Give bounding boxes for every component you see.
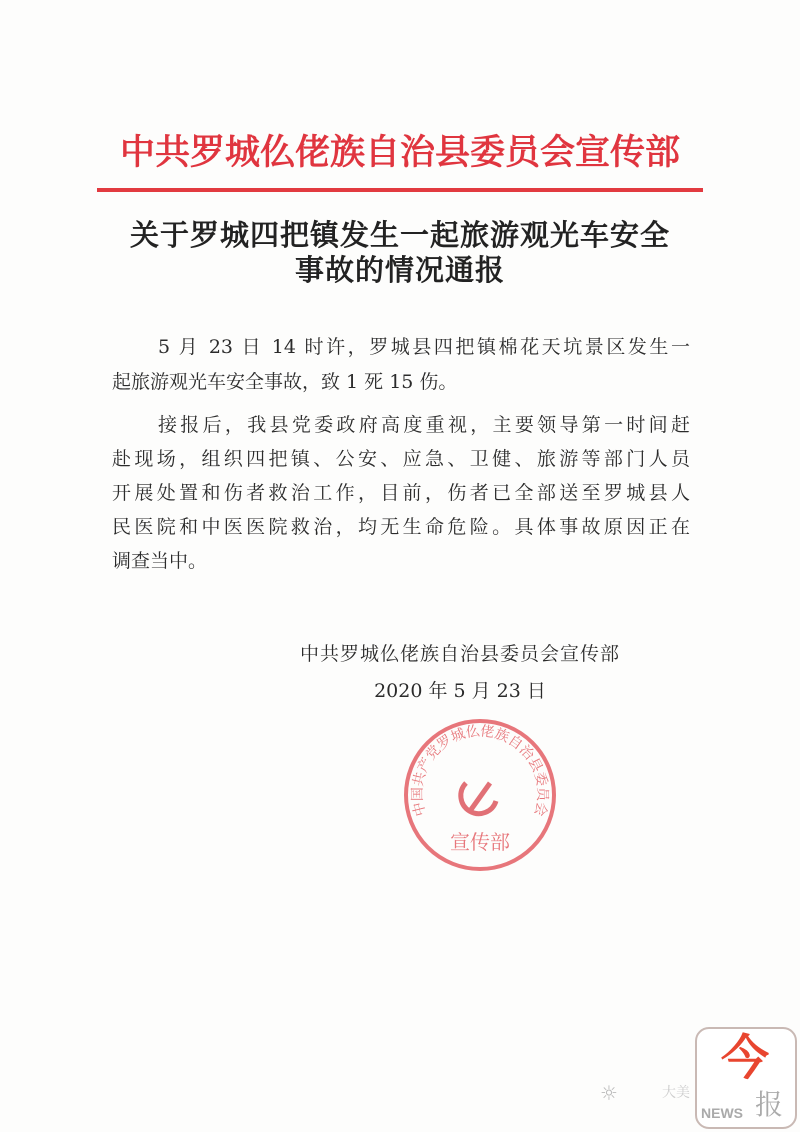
official-seal-stamp bbox=[400, 715, 560, 875]
body-line: 调查当中。 bbox=[112, 550, 208, 572]
body-line: 民医院和中医医院救治，均无生命危险。具体事故原因正在 bbox=[112, 516, 690, 538]
signature-issuer: 中共罗城仫佬族自治县委员会宣传部 bbox=[299, 643, 620, 665]
body-line: 起旅游观光车安全事故，致 1 死 15 伤。 bbox=[112, 371, 458, 393]
body-line: 赴现场，组织四把镇、公安、应急、卫健、旅游等部门人员 bbox=[112, 448, 690, 470]
body-line: 接报后，我县党委政府高度重视，主要领导第一时间赶 bbox=[158, 414, 690, 436]
body-line: 5 月 23 日 14 时许，罗城县四把镇棉花天坑景区发生一 bbox=[158, 336, 690, 358]
hammer-sickle-icon bbox=[461, 783, 496, 814]
news-logo-watermark bbox=[695, 1027, 797, 1129]
stamp-center-text: 宣传部 bbox=[450, 830, 510, 854]
issuing-organization-header: 中共罗城仫佬族自治县委员会宣传部 bbox=[119, 133, 680, 173]
wechat-icon: ☼ bbox=[600, 1081, 618, 1105]
stamp-ring-text: 中国共产党罗城仫佬族自治县委员会 bbox=[409, 723, 551, 818]
logo-news-text: NEWS bbox=[701, 1105, 743, 1121]
signature-date: 2020 年 5 月 23 日 bbox=[374, 680, 546, 702]
document-title-line2: 事故的情况通报 bbox=[294, 253, 505, 287]
document-title-line1: 关于罗城四把镇发生一起旅游观光车安全 bbox=[129, 218, 670, 252]
red-divider-line bbox=[97, 188, 703, 192]
body-line: 开展处置和伤者救治工作，目前，伤者已全部送至罗城县人 bbox=[112, 482, 690, 504]
source-text: 大美 bbox=[662, 1085, 690, 1101]
logo-char2: 报 bbox=[755, 1088, 784, 1121]
logo-char: 今 bbox=[721, 1030, 770, 1086]
